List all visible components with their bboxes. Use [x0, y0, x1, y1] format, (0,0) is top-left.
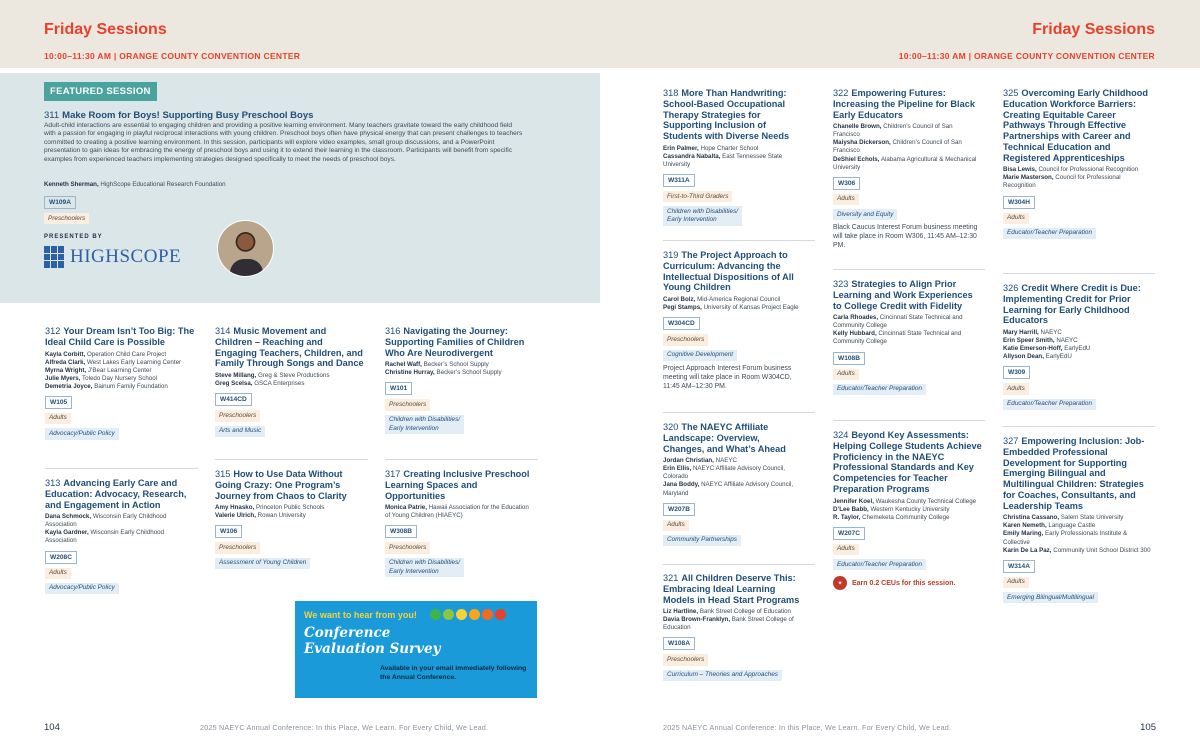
session-note: Project Approach Interest Forum business meeting will take place in Room W304CD, 11:45 AM–12:30 PM.	[663, 364, 792, 390]
session-319	[663, 250, 808, 392]
face-icon	[495, 609, 506, 620]
topic-tag: Children with Disabilities/ Early Intervention	[663, 206, 742, 226]
topic-tag: Educator/Teacher Preparation	[1003, 228, 1096, 239]
divider	[663, 564, 815, 565]
page-title-right: Friday Sessions	[1032, 21, 1155, 38]
audience-tag: Preschoolers	[215, 410, 260, 421]
featured-panel	[0, 73, 600, 303]
session-320	[663, 422, 803, 546]
topic-tag: Cognitive Development	[663, 350, 737, 361]
divider	[45, 468, 198, 469]
session-317	[385, 469, 535, 577]
face-icon	[456, 609, 467, 620]
presenters: Carol Bolz, Mid-America Regional Council Pegi Stamps, University of Kansas Project Eagle	[663, 296, 799, 312]
divider	[385, 459, 538, 460]
page-number-right: 105	[1140, 722, 1156, 733]
room-badge: W207C	[833, 527, 865, 540]
presenters: Mary Harrill, NAEYC Erin Speer Smith, NAEYC Katie Emerson-Hoff, EarlyEdU Allyson Dean, EarlyEdU	[1003, 329, 1091, 361]
presenter-photo	[217, 220, 274, 277]
presenters: Carla Rhoades, Cincinnati State Technical and Community College Kelly Hubbard, Cincinnati State Technical and Community College	[833, 314, 963, 346]
session-318	[663, 88, 803, 226]
session-title: 322 Empowering Futures: Increasing the Pipeline for Black Early Educators	[833, 88, 975, 120]
room-badge: W311A	[663, 174, 695, 187]
session-title: 323 Strategies to Align Prior Learning and Work Experiences to College Credit with Fidelity	[833, 279, 973, 311]
session-title: 315 How to Use Data Without Going Crazy: One Program’s Journey from Chaos to Clarity	[215, 469, 347, 501]
featured-title	[44, 110, 313, 121]
featured-presenter	[44, 181, 226, 188]
face-icon	[482, 609, 493, 620]
divider	[663, 240, 815, 241]
room-badge: W304H	[1003, 196, 1035, 209]
presenters: Liz Hartline, Bank Street College of Education Davia Brown-Franklyn, Bank Street College of Education	[663, 608, 794, 632]
presenters: Amy Hnasko, Princeton Public Schools Valerie Ulrich, Rowan University	[215, 504, 325, 520]
ceu-icon: ✦	[833, 576, 847, 590]
audience-tag: Adults	[833, 194, 859, 205]
topic-tag: Educator/Teacher Preparation	[1003, 399, 1096, 410]
session-title: 326 Credit Where Credit is Due: Implementing Credit for Prior Learning for Early Childhood Educators	[1003, 283, 1141, 326]
audience-tag: Preschoolers	[44, 213, 89, 224]
session-title: 327 Empowering Inclusion: Job-Embedded Professional Development for Supporting Emerging Bilingual and Multilingual Children: Strategies for Coaches, Consultants, and Leadership Teams	[1003, 436, 1145, 511]
session-title: 319 The Project Approach to Curriculum: Advancing the Intellectual Dispositions of All Young Children	[663, 250, 794, 293]
highscope-logo	[44, 246, 181, 268]
session-title: 324 Beyond Key Assessments: Helping College Students Achieve Proficiency in the NAEYC Professional Standards and Key Competencies for Teacher Preparation Programs	[833, 430, 982, 494]
session-316	[385, 326, 535, 434]
audience-tag: Adults	[833, 369, 859, 380]
session-title: 316 Navigating the Journey: Supporting Families of Children Who Are Neurodivergent	[385, 326, 525, 358]
room-badge: W306	[833, 177, 860, 190]
survey-body: Available in your email immediately following the Annual Conference.	[380, 665, 527, 682]
divider	[833, 269, 985, 270]
divider	[215, 459, 368, 460]
topic-tag: Community Partnerships	[663, 535, 741, 546]
session-note: Black Caucus Interest Forum business meeting will take place in Room W306, 11:45 AM–12:30 PM.	[833, 224, 978, 250]
session-321	[663, 573, 808, 681]
divider	[1003, 273, 1155, 274]
audience-tag: Adults	[1003, 213, 1029, 224]
session-325	[1003, 88, 1153, 239]
presenters: Erin Palmer, Hope Charter School Cassandra Nabalta, East Tennessee State University	[663, 144, 783, 168]
presenters: Monica Patrie, Hawaii Association for the Education of Young Children (HIAEYC)	[385, 504, 529, 520]
face-icon	[469, 609, 480, 620]
session-326	[1003, 283, 1153, 410]
presenters: Jennifer Koel, Waukesha County Technical College D’Lee Babb, Western Kentucky University R. Taylor, Chemeketa Community College	[833, 497, 977, 521]
divider	[833, 420, 985, 421]
ceu-text: Earn 0.2 CEUs for this session.	[852, 579, 956, 587]
face-icon	[443, 609, 454, 620]
page-subtitle-left: 10:00–11:30 AM | ORANGE COUNTY CONVENTION CENTER	[44, 51, 301, 61]
session-title: 313 Advancing Early Care and Education: Advocacy, Research, and Engagement in Action	[45, 478, 187, 510]
logo-text: HIGHSCOPE	[70, 246, 182, 267]
divider	[1003, 426, 1155, 427]
topic-tag: Children with Disabilities/ Early Intervention	[385, 558, 464, 578]
audience-tag: Preschoolers	[385, 399, 430, 410]
room-badge: W308B	[385, 525, 417, 538]
session-315	[215, 469, 365, 569]
audience-tag: Adults	[1003, 383, 1029, 394]
presenters: Christina Cassano, Salem State University Karen Nemeth, Language Castle Emily Maring, Early Professionals Institute & Collective Karin De La Paz, Community Unit School District 300	[1003, 514, 1151, 554]
survey-ad[interactable]	[295, 601, 537, 698]
ceu-badge	[833, 576, 983, 590]
presenters: Jordan Christian, NAEYC Erin Ellis, NAEYC Affiliate Advisory Council, Colorado Jana Boddy, NAEYC Affiliate Advisory Council, Maryland	[663, 457, 794, 497]
footer-tagline-right: 2025 NAEYC Annual Conference: In this Place, We Learn. For Every Child, We Lead.	[663, 723, 952, 732]
topic-tag: Educator/Teacher Preparation	[833, 559, 926, 570]
audience-tag: First-to-Third Graders	[663, 191, 732, 202]
session-323	[833, 279, 983, 395]
audience-tag: Adults	[663, 520, 689, 531]
presented-by-label: PRESENTED BY	[44, 234, 103, 240]
page-number-left: 104	[44, 722, 60, 733]
presenter-name: Kenneth Sherman,	[44, 181, 99, 188]
logo-mark-icon	[44, 246, 66, 268]
topic-tag: Diversity and Equity	[833, 209, 897, 220]
session-title: 321 All Children Deserve This: Embracing Ideal Learning Models in Head Start Programs	[663, 573, 800, 605]
presenters: Kayla Corbitt, Operation Child Care Project Alfreda Clark, West Lakes Early Learning Center Myrna Wright, J’Bear Learning Center Julie Myers, Toledo Day Nursery School Demetria Joyce, Bainum Family Foundation	[45, 350, 182, 390]
footer-tagline-left: 2025 NAEYC Annual Conference: In this Place, We Learn. For Every Child, We Lead.	[200, 723, 489, 732]
session-title: 325 Overcoming Early Childhood Education Workforce Barriers: Creating Equitable Career Pathways Through Effective Partnerships with Career and Technical Education and Registered Apprenticeships	[1003, 88, 1148, 163]
presenters: Rachel Waff, Becker’s School Supply Christine Hurray, Becker’s School Supply	[385, 361, 502, 377]
session-314	[215, 326, 365, 437]
room-badge: W414CD	[215, 393, 252, 406]
presenter-org: HighScope Educational Research Foundation	[100, 181, 226, 188]
audience-tag: Preschoolers	[663, 334, 708, 345]
face-icon	[430, 609, 441, 620]
audience-tag: Adults	[45, 568, 71, 579]
room-badge: W304CD	[663, 317, 700, 330]
room-badge: W208C	[45, 551, 77, 564]
topic-tag: Advocacy/Public Policy	[45, 583, 119, 594]
room-badge: W314A	[1003, 560, 1035, 573]
session-312	[45, 326, 195, 440]
topic-tag: Emerging Bilingual/Multilingual	[1003, 592, 1098, 603]
topic-tag: Children with Disabilities/ Early Intervention	[385, 415, 464, 435]
audience-tag: Preschoolers	[385, 542, 430, 553]
survey-title: Conference Evaluation Survey	[304, 625, 441, 658]
featured-label: FEATURED SESSION	[44, 82, 157, 101]
topic-tag: Advocacy/Public Policy	[45, 428, 119, 439]
page-subtitle-right: 10:00–11:30 AM | ORANGE COUNTY CONVENTION CENTER	[898, 51, 1155, 61]
page-title-left: Friday Sessions	[44, 21, 167, 38]
audience-tag: Preschoolers	[663, 654, 708, 665]
divider	[663, 412, 815, 413]
room-badge: W106	[215, 525, 242, 538]
room-badge: W207B	[663, 503, 695, 516]
presenters: Steve Millang, Greg & Steve Productions Greg Scelsa, GSCA Enterprises	[215, 372, 330, 388]
room-badge: W108B	[833, 352, 865, 365]
room-badge: W109A	[44, 196, 76, 209]
session-327	[1003, 436, 1153, 603]
session-322	[833, 88, 978, 251]
topic-tag: Assessment of Young Children	[215, 558, 310, 569]
featured-meta	[44, 191, 89, 224]
presenters: Bisa Lewis, Council for Professional Recognition Marie Masterson, Council for Professional Recognition	[1003, 166, 1139, 190]
topic-tag: Educator/Teacher Preparation	[833, 384, 926, 395]
featured-description: Adult-child interactions are essential to engaging children and providing a positive learning environment. Many teachers gravitate toward the early childhood field with a passion for engaging in playful reciprocal interactions with young children. Preschool boys often have physical energy that can present challenges to teachers committed to creating a positive learning environment. In this session, participants will explore video examples, small group discussions, and a PowerPoint presentation to gain ideas for embracing the energy of preschool boys and using it to extend their learning in the classroom. Participants will benefit from specific examples from experienced teachers implementing strategies designed specifically to meet the needs of preschool boys.	[44, 122, 523, 163]
session-number: 311	[44, 110, 60, 121]
rating-faces-icon	[430, 609, 506, 620]
topic-tag: Arts and Music	[215, 426, 265, 437]
presenters: Dana Schmock, Wisconsin Early Childhood Association Kayla Gardner, Wisconsin Early Childhood Association	[45, 513, 167, 545]
session-title: 314 Music Movement and Children – Reaching and Engaging Teachers, Children, and Family Through Songs and Dance	[215, 326, 364, 369]
audience-tag: Adults	[1003, 577, 1029, 588]
session-324	[833, 430, 983, 590]
session-title: 320 The NAEYC Affiliate Landscape: Overview, Changes, and What’s Ahead	[663, 422, 786, 454]
session-313	[45, 478, 195, 594]
room-badge: W105	[45, 396, 72, 409]
topic-tag: Curriculum – Theories and Approaches	[663, 670, 782, 681]
audience-tag: Adults	[833, 544, 859, 555]
audience-tag: Preschoolers	[215, 542, 260, 553]
session-title: 312 Your Dream Isn’t Too Big: The Ideal Child Care is Possible	[45, 326, 195, 347]
presenters: Chanelle Brown, Children’s Council of San Francisco Maiysha Dickerson, Children’s Council of San Francisco DeShiel Echols, Alabama Agricultural & Mechanical University	[833, 123, 977, 171]
audience-tag: Adults	[45, 413, 71, 424]
session-title: Make Room for Boys! Supporting Busy Preschool Boys	[62, 110, 314, 121]
room-badge: W101	[385, 382, 412, 395]
room-badge: W108A	[663, 637, 695, 650]
session-title: 317 Creating Inclusive Preschool Learning Spaces and Opportunities	[385, 469, 530, 501]
room-badge: W309	[1003, 366, 1030, 379]
survey-heading: We want to hear from you!	[304, 610, 417, 620]
session-title: 318 More Than Handwriting: School-Based Occupational Therapy Strategies for Supporting Inclusion of Students with Diverse Needs	[663, 88, 790, 142]
